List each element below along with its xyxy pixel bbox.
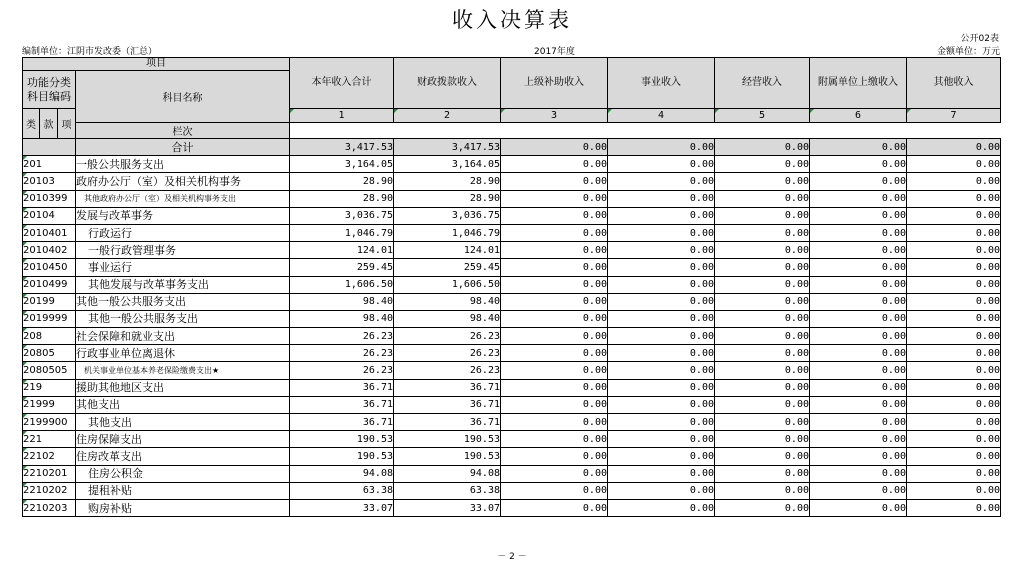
subject-code: 219: [23, 379, 76, 396]
amount-cell: 0.00: [608, 293, 715, 310]
amount-cell: 0.00: [907, 242, 1001, 259]
header-col-5: 经营收入: [715, 58, 810, 109]
table-row: [23, 362, 1001, 379]
amount-cell: 0.00: [608, 310, 715, 327]
subject-code: 2210203: [23, 499, 76, 516]
subject-code: 2080505: [23, 362, 76, 379]
table-row: [23, 345, 1001, 362]
amount-cell: 0.00: [608, 328, 715, 345]
amount-cell: 124.01: [290, 242, 394, 259]
amount-cell: 0.00: [810, 396, 907, 413]
header-col-2: 财政拨款收入: [394, 58, 501, 109]
form-number: 公开02表: [960, 34, 999, 44]
amount-cell: 0.00: [715, 207, 810, 224]
amount-cell: 36.71: [290, 396, 394, 413]
amount-cell: 124.01: [394, 242, 501, 259]
subject-name: 一般公共服务支出: [76, 156, 290, 173]
subject-name: 其他发展与改革事务支出: [76, 276, 290, 293]
report-title: 收入决算表: [452, 8, 572, 32]
amount-cell: 0.00: [715, 465, 810, 482]
amount-cell: 0.00: [501, 276, 608, 293]
amount-cell: 0.00: [810, 242, 907, 259]
amount-cell: 259.45: [290, 259, 394, 276]
amount-cell: 0.00: [608, 448, 715, 465]
amount-cell: 0.00: [501, 482, 608, 499]
table-row: [23, 190, 1001, 207]
amount-cell: 0.00: [715, 345, 810, 362]
amount-cell: 190.53: [290, 448, 394, 465]
amount-cell: 28.90: [394, 173, 501, 190]
table-row: [23, 224, 1001, 241]
amount-cell: 0.00: [715, 190, 810, 207]
amount-cell: 0.00: [907, 173, 1001, 190]
amount-cell: 98.40: [290, 293, 394, 310]
amount-cell: 0.00: [810, 499, 907, 516]
amount-cell: 0.00: [715, 173, 810, 190]
header-col-7: 其他收入: [907, 58, 1001, 109]
table-row: [23, 431, 1001, 448]
subject-code: 2199900: [23, 414, 76, 431]
amount-cell: 1,606.50: [290, 276, 394, 293]
amount-cell: 36.71: [394, 396, 501, 413]
amount-cell: 0.00: [608, 431, 715, 448]
amount-cell: 0.00: [907, 414, 1001, 431]
subject-name: 购房补贴: [76, 499, 290, 516]
total-label: 合计: [76, 139, 290, 156]
table-row: [23, 310, 1001, 327]
column-number: 7: [907, 109, 1001, 123]
amount-cell: 259.45: [394, 259, 501, 276]
header-item: 项目: [23, 58, 290, 71]
amount-cell: 0.00: [501, 448, 608, 465]
amount-cell: 0.00: [608, 499, 715, 516]
amount-cell: 0.00: [501, 224, 608, 241]
amount-cell: 0.00: [608, 414, 715, 431]
total-cell: 0.00: [715, 139, 810, 156]
header-lei: 类: [23, 109, 40, 139]
page-number: － 2 －: [497, 552, 527, 562]
subject-code: 2019999: [23, 310, 76, 327]
amount-cell: 26.23: [290, 362, 394, 379]
subject-name: 其他一般公共服务支出: [76, 293, 290, 310]
amount-cell: 0.00: [907, 328, 1001, 345]
amount-cell: 0.00: [608, 345, 715, 362]
amount-cell: 98.40: [394, 310, 501, 327]
table-row: [23, 156, 1001, 173]
amount-cell: 0.00: [715, 431, 810, 448]
amount-cell: 0.00: [715, 362, 810, 379]
amount-cell: 3,036.75: [290, 207, 394, 224]
amount-cell: 36.71: [290, 414, 394, 431]
column-number: 4: [608, 109, 715, 123]
amount-cell: 0.00: [907, 156, 1001, 173]
amount-cell: 0.00: [907, 465, 1001, 482]
amount-cell: 190.53: [394, 431, 501, 448]
header-kuan: 款: [40, 109, 58, 139]
total-cell: 0.00: [501, 139, 608, 156]
subject-code: 20199: [23, 293, 76, 310]
amount-cell: 3,164.05: [394, 156, 501, 173]
amount-cell: 3,164.05: [290, 156, 394, 173]
amount-cell: 0.00: [715, 293, 810, 310]
subject-name: 提租补贴: [76, 482, 290, 499]
amount-cell: 0.00: [608, 207, 715, 224]
subject-name: 住房公积金: [76, 465, 290, 482]
amount-cell: 0.00: [715, 259, 810, 276]
amount-cell: 0.00: [810, 328, 907, 345]
table-row: [23, 328, 1001, 345]
subject-name: 一般行政管理事务: [76, 242, 290, 259]
subject-code: 21999: [23, 396, 76, 413]
header-xiang: 项: [58, 109, 76, 139]
amount-cell: 0.00: [907, 224, 1001, 241]
amount-cell: 33.07: [394, 499, 501, 516]
total-cell: 0.00: [810, 139, 907, 156]
amount-cell: 0.00: [501, 328, 608, 345]
amount-cell: 3,036.75: [394, 207, 501, 224]
amount-cell: 190.53: [394, 448, 501, 465]
subject-name: 发展与改革事务: [76, 207, 290, 224]
amount-cell: 0.00: [810, 276, 907, 293]
amount-cell: 0.00: [810, 465, 907, 482]
table-row: [23, 259, 1001, 276]
amount-cell: 0.00: [907, 276, 1001, 293]
subject-name: 机关事业单位基本养老保险缴费支出★: [76, 362, 290, 379]
amount-cell: 26.23: [290, 328, 394, 345]
amount-cell: 0.00: [715, 310, 810, 327]
amount-cell: 0.00: [907, 396, 1001, 413]
amount-cell: 28.90: [394, 190, 501, 207]
column-number: 5: [715, 109, 810, 123]
amount-cell: 0.00: [810, 362, 907, 379]
table-row: [23, 414, 1001, 431]
subject-name: 行政事业单位离退休: [76, 345, 290, 362]
amount-cell: 190.53: [290, 431, 394, 448]
amount-cell: 0.00: [501, 379, 608, 396]
amount-cell: 0.00: [501, 431, 608, 448]
amount-cell: 0.00: [501, 414, 608, 431]
amount-cell: 36.71: [394, 379, 501, 396]
amount-cell: 0.00: [715, 156, 810, 173]
amount-cell: 0.00: [501, 345, 608, 362]
header-col-4: 事业收入: [608, 58, 715, 109]
subject-code: 201: [23, 156, 76, 173]
amount-cell: 0.00: [501, 173, 608, 190]
header-subject-name: 科目名称: [76, 71, 290, 123]
amount-cell: 0.00: [608, 224, 715, 241]
amount-cell: 0.00: [608, 396, 715, 413]
amount-cell: 0.00: [810, 310, 907, 327]
subject-code: 208: [23, 328, 76, 345]
total-cell: 3,417.53: [394, 139, 501, 156]
amount-cell: 0.00: [608, 379, 715, 396]
amount-cell: 0.00: [501, 190, 608, 207]
table-row: [23, 379, 1001, 396]
amount-cell: 0.00: [810, 156, 907, 173]
amount-cell: 0.00: [501, 293, 608, 310]
amount-cell: 0.00: [907, 259, 1001, 276]
amount-cell: 0.00: [715, 482, 810, 499]
amount-cell: 0.00: [715, 379, 810, 396]
amount-cell: 0.00: [715, 499, 810, 516]
amount-cell: 94.08: [394, 465, 501, 482]
subject-code: 2210202: [23, 482, 76, 499]
table-row: [23, 242, 1001, 259]
amount-cell: 0.00: [907, 499, 1001, 516]
fiscal-year: 2017年度: [534, 47, 575, 57]
amount-cell: 0.00: [810, 190, 907, 207]
amount-cell: 98.40: [394, 293, 501, 310]
amount-cell: 0.00: [501, 310, 608, 327]
subject-code: 2010401: [23, 224, 76, 241]
amount-cell: 0.00: [608, 190, 715, 207]
amount-cell: 0.00: [501, 156, 608, 173]
subject-code: 20103: [23, 173, 76, 190]
subject-name: 住房改革支出: [76, 448, 290, 465]
total-cell: 3,417.53: [290, 139, 394, 156]
amount-cell: 0.00: [810, 259, 907, 276]
subject-code: 2010402: [23, 242, 76, 259]
money-unit: 金额单位：万元: [936, 47, 1000, 57]
total-cell: 0.00: [907, 139, 1001, 156]
subject-name: 其他政府办公厅（室）及相关机构事务支出: [76, 190, 290, 207]
subject-name: 事业运行: [76, 259, 290, 276]
amount-cell: 0.00: [810, 224, 907, 241]
amount-cell: 0.00: [810, 448, 907, 465]
amount-cell: 0.00: [501, 362, 608, 379]
table-row: [23, 207, 1001, 224]
amount-cell: 0.00: [810, 293, 907, 310]
table-row: [23, 448, 1001, 465]
amount-cell: 1,046.79: [394, 224, 501, 241]
amount-cell: 28.90: [290, 190, 394, 207]
subject-code: 22102: [23, 448, 76, 465]
amount-cell: 0.00: [907, 482, 1001, 499]
report-meta: [22, 44, 1000, 56]
subject-code: 2010399: [23, 190, 76, 207]
amount-cell: 0.00: [907, 293, 1001, 310]
subject-code: 2010450: [23, 259, 76, 276]
subject-name: 其他一般公共服务支出: [76, 310, 290, 327]
amount-cell: 36.71: [394, 414, 501, 431]
table-row: [23, 396, 1001, 413]
header-col-6: 附属单位上缴收入: [810, 58, 907, 109]
amount-cell: 0.00: [810, 345, 907, 362]
amount-cell: 0.00: [810, 173, 907, 190]
amount-cell: 0.00: [501, 396, 608, 413]
amount-cell: 26.23: [394, 328, 501, 345]
amount-cell: 0.00: [608, 465, 715, 482]
amount-cell: 0.00: [608, 242, 715, 259]
amount-cell: 0.00: [810, 207, 907, 224]
subject-name: 其他支出: [76, 396, 290, 413]
amount-cell: 0.00: [907, 310, 1001, 327]
column-number: 1: [290, 109, 394, 123]
amount-cell: 98.40: [290, 310, 394, 327]
amount-cell: 0.00: [715, 448, 810, 465]
amount-cell: 0.00: [715, 414, 810, 431]
amount-cell: 1,046.79: [290, 224, 394, 241]
header-func-code: 功能分类科目编码: [23, 71, 76, 109]
table-row: [23, 482, 1001, 499]
total-cell: 0.00: [608, 139, 715, 156]
subject-name: 援助其他地区支出: [76, 379, 290, 396]
subject-code: 20104: [23, 207, 76, 224]
amount-cell: 0.00: [810, 431, 907, 448]
amount-cell: 0.00: [608, 276, 715, 293]
income-table: [22, 57, 1001, 517]
amount-cell: 0.00: [715, 328, 810, 345]
subject-name: 住房保障支出: [76, 431, 290, 448]
amount-cell: 1,606.50: [394, 276, 501, 293]
amount-cell: 63.38: [290, 482, 394, 499]
amount-cell: 0.00: [501, 499, 608, 516]
amount-cell: 26.23: [394, 362, 501, 379]
subject-code: 2210201: [23, 465, 76, 482]
column-number: 2: [394, 109, 501, 123]
amount-cell: 26.23: [290, 345, 394, 362]
column-number: 3: [501, 109, 608, 123]
amount-cell: 94.08: [290, 465, 394, 482]
amount-cell: 0.00: [608, 173, 715, 190]
table-row: [23, 173, 1001, 190]
amount-cell: 0.00: [501, 242, 608, 259]
amount-cell: 0.00: [501, 259, 608, 276]
amount-cell: 0.00: [810, 482, 907, 499]
amount-cell: 26.23: [394, 345, 501, 362]
table-row: [23, 276, 1001, 293]
amount-cell: 33.07: [290, 499, 394, 516]
amount-cell: 63.38: [394, 482, 501, 499]
subject-name: 行政运行: [76, 224, 290, 241]
amount-cell: 0.00: [907, 448, 1001, 465]
subject-code: 221: [23, 431, 76, 448]
amount-cell: 0.00: [501, 207, 608, 224]
amount-cell: 0.00: [608, 259, 715, 276]
header-col-1: 本年收入合计: [290, 58, 394, 109]
amount-cell: 0.00: [907, 379, 1001, 396]
column-number: 6: [810, 109, 907, 123]
amount-cell: 0.00: [608, 156, 715, 173]
subject-name: 其他支出: [76, 414, 290, 431]
amount-cell: 0.00: [715, 224, 810, 241]
table-row: [23, 499, 1001, 516]
amount-cell: 0.00: [907, 362, 1001, 379]
compiling-unit: 编制单位：江阴市发改委（汇总）: [22, 47, 158, 57]
amount-cell: 0.00: [608, 482, 715, 499]
amount-cell: 0.00: [810, 414, 907, 431]
header-col-3: 上级补助收入: [501, 58, 608, 109]
table-row: [23, 465, 1001, 482]
subject-code: 2010499: [23, 276, 76, 293]
amount-cell: 0.00: [810, 379, 907, 396]
amount-cell: 0.00: [501, 465, 608, 482]
amount-cell: 36.71: [290, 379, 394, 396]
subject-code: 20805: [23, 345, 76, 362]
amount-cell: 0.00: [608, 362, 715, 379]
amount-cell: 28.90: [290, 173, 394, 190]
amount-cell: 0.00: [715, 276, 810, 293]
amount-cell: 0.00: [715, 242, 810, 259]
column-index-label: 栏次: [76, 123, 290, 139]
amount-cell: 0.00: [715, 396, 810, 413]
table-row: [23, 293, 1001, 310]
subject-name: 社会保障和就业支出: [76, 328, 290, 345]
amount-cell: 0.00: [907, 207, 1001, 224]
amount-cell: 0.00: [907, 345, 1001, 362]
amount-cell: 0.00: [907, 431, 1001, 448]
amount-cell: 0.00: [907, 190, 1001, 207]
subject-name: 政府办公厅（室）及相关机构事务: [76, 173, 290, 190]
total-row: [23, 139, 1001, 156]
